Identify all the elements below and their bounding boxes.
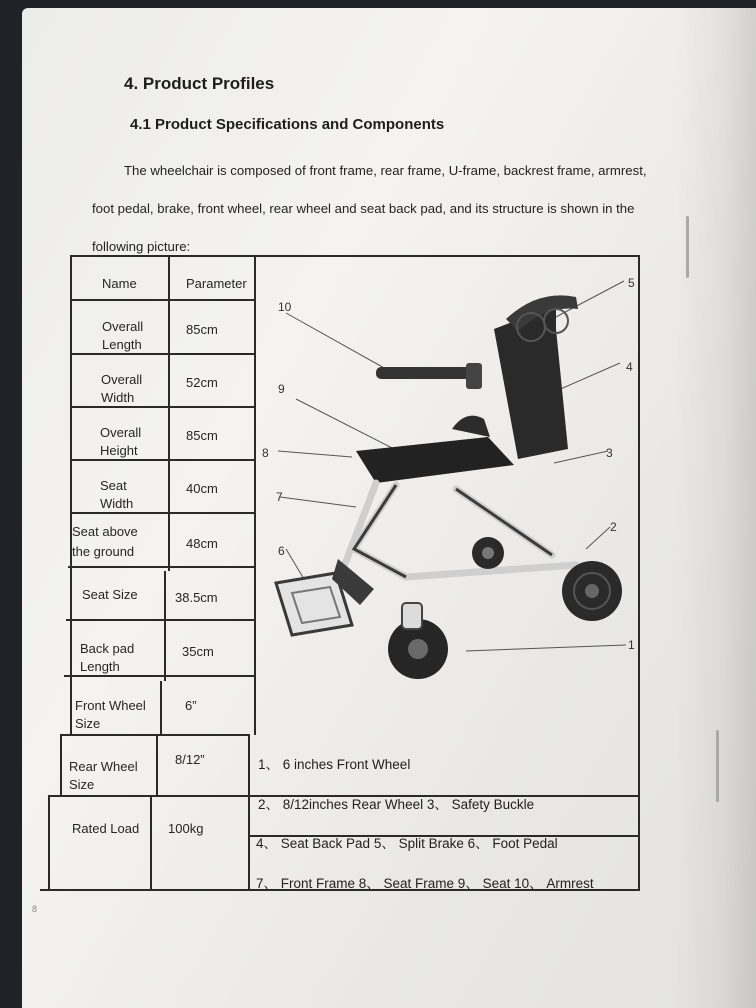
legend-line: 7、 Front Frame 8、 Seat Frame 9、 Seat 10、 Armrest	[256, 876, 594, 891]
row-name: Seat Size	[82, 587, 138, 602]
leader-line	[554, 451, 608, 463]
intro-paragraph: The wheelchair is composed of front frame, rear frame, U-frame, backrest frame, armrest, foot pedal, brake, front wheel, rear wheel and seat back pad, and its structure is shown in the following picture:	[92, 163, 647, 254]
row-value: 35cm	[182, 644, 214, 659]
row-value: 52cm	[186, 375, 218, 390]
leader-line	[280, 497, 356, 507]
row-value: 100kg	[168, 821, 204, 836]
row-name: Front Wheel Size	[75, 698, 146, 731]
leader-line	[586, 527, 610, 549]
armrest	[376, 367, 472, 379]
backrest	[494, 305, 568, 459]
header-parameter: Parameter	[186, 276, 247, 291]
row-value: 6”	[185, 698, 197, 713]
row-name: Overall Width	[101, 372, 143, 405]
header-name: Name	[102, 276, 137, 291]
callout-2: 2	[610, 520, 617, 534]
legend-line: 1、 6 inches Front Wheel	[258, 757, 411, 772]
row-value: 38.5cm	[175, 590, 218, 605]
callout-3: 3	[606, 446, 613, 460]
row-name: Overall Height	[100, 425, 142, 458]
binder-tab	[686, 216, 689, 278]
leader-line	[286, 313, 386, 369]
callout-8: 8	[262, 446, 269, 460]
section-title: 4. Product Profiles	[124, 74, 275, 93]
legend-line: 4、 Seat Back Pad 5、 Split Brake 6、 Foot Pedal	[256, 836, 558, 851]
leader-line	[466, 645, 626, 651]
row-name: Rear Wheel Size	[69, 759, 138, 792]
specs-table	[40, 255, 640, 895]
page-crease-shadow	[676, 8, 756, 1008]
leader-line	[278, 451, 352, 457]
frame	[340, 483, 576, 577]
wheelchair-illustration	[256, 259, 636, 729]
callout-10: 10	[278, 300, 292, 314]
row-name: Overall Length	[102, 319, 144, 352]
subsection-title: 4.1 Product Specifications and Components	[130, 116, 445, 133]
callout-7: 7	[276, 490, 283, 504]
leader-line	[296, 399, 406, 455]
row-name: Rated Load	[72, 821, 140, 836]
binder-tab	[716, 730, 719, 802]
callout-5: 5	[628, 276, 635, 290]
callout-6: 6	[278, 544, 285, 558]
seat	[356, 437, 514, 483]
callout-4: 4	[626, 360, 633, 374]
row-value: 40cm	[186, 481, 218, 496]
row-value: 8/12”	[175, 752, 205, 767]
callout-1: 1	[628, 638, 635, 652]
leader-line	[556, 363, 620, 391]
row-value: 85cm	[186, 322, 218, 337]
callout-9: 9	[278, 382, 285, 396]
row-name: Back pad Length	[80, 641, 135, 674]
footer-mark: 8	[32, 904, 38, 914]
row-name: Seat above the ground	[72, 524, 138, 559]
row-value: 48cm	[186, 536, 218, 551]
row-value: 85cm	[186, 428, 218, 443]
row-name: Seat Width	[100, 478, 134, 511]
legend-line: 2、 8/12inches Rear Wheel 3、 Safety Buckle	[258, 797, 535, 812]
